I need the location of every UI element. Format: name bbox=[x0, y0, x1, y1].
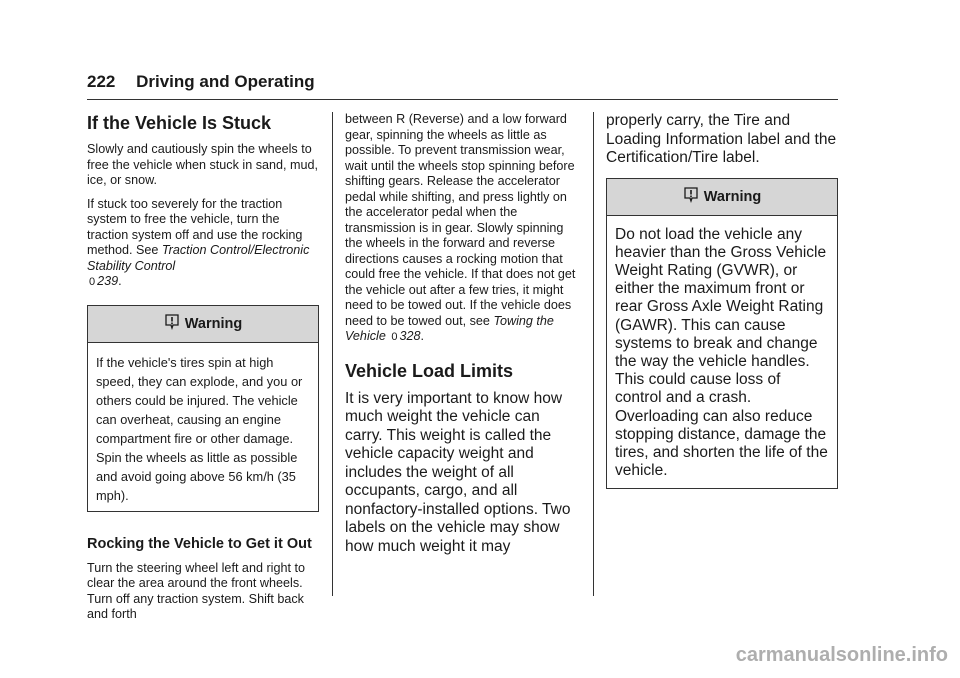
warning-icon bbox=[164, 314, 180, 334]
column-divider bbox=[593, 112, 594, 596]
paragraph: Turn the steering wheel left and right to clear the area around the front wheels. Turn off any traction system. Shift back and forth bbox=[87, 560, 305, 621]
warning-icon bbox=[683, 187, 699, 207]
page-ref-icon: 0 bbox=[89, 276, 96, 288]
punctuation: . bbox=[118, 274, 122, 288]
paragraph: It is very important to know how much weight the vehicle can carry. This weight is called the vehicle capacity weight and includes the weight of all occupants, cargo, and all nonfactory-installed options. Two labels on the vehicle may show how much weight it may bbox=[345, 389, 571, 555]
paragraph bbox=[345, 112, 577, 346]
paragraph-text: between R (Reverse) and a low forward gear, spinning the wheels as little as possible. To prevent transmission wear, wait until the wheels stop spinning before shifting gears. Release the accelerator pedal while shifting, and press lightly on the accelerator pedal when the transmission is in gear. Slowly spinning the wheels in the forward and reverse directions causes a rocking motion that could free the vehicle. If that does not get the vehicle out after a few tries, it might need to be towed out. If the vehicle does need to be towed out, see bbox=[345, 112, 576, 328]
warning-label: Warning bbox=[703, 188, 762, 205]
subheading-rocking: Rocking the Vehicle to Get it Out bbox=[87, 535, 312, 552]
column-1 bbox=[87, 112, 319, 631]
cross-reference-link[interactable]: Towing the Vehicle bbox=[345, 313, 554, 343]
paragraph: Slowly and cautiously spin the wheels to free the vehicle when stuck in sand, mud, ice, or snow. bbox=[87, 142, 319, 187]
watermark: carmanualsonline.info bbox=[735, 644, 948, 666]
warning-header bbox=[607, 179, 837, 216]
column-3 bbox=[606, 112, 838, 513]
page-number: 222 bbox=[87, 72, 116, 91]
cross-reference-link[interactable]: Traction Control/Electronic Stability Control bbox=[87, 243, 310, 273]
punctuation: . bbox=[420, 329, 424, 343]
column-2 bbox=[345, 112, 577, 566]
page-ref-number[interactable]: 239 bbox=[97, 274, 119, 288]
warning-header bbox=[88, 306, 318, 343]
page-ref-number[interactable]: 328 bbox=[399, 329, 421, 343]
page-ref-icon: 0 bbox=[391, 331, 398, 343]
paragraph bbox=[87, 197, 319, 291]
section-title: Driving and Operating bbox=[136, 72, 315, 91]
paragraph: properly carry, the Tire and Loading Information label and the Certification/Tire label. bbox=[606, 112, 837, 166]
warning-box bbox=[87, 305, 319, 512]
warning-box bbox=[606, 178, 838, 490]
page-header bbox=[87, 71, 838, 100]
warning-text: If the vehicle's tires spin at high speed, they can explode, and you or others could be injured. The vehicle can overheat, causing an engine compartment fire or other damage. Spin the wheels as little as possible and avoid going above 56 km/h (35 mph). bbox=[96, 354, 303, 503]
column-divider bbox=[332, 112, 333, 596]
warning-text: Do not load the vehicle any heavier than the Gross Vehicle Weight Rating (GVWR), or either the maximum front or rear Gross Axle Weight Rating (GAWR). This can cause systems to break and change the way the vehicle handles. This could cause loss of control and a crash. Overloading can also reduce stopping distance, damage the tires, and shorten the life of the vehicle. bbox=[615, 225, 828, 480]
section-heading-stuck: If the Vehicle Is Stuck bbox=[87, 113, 272, 133]
paragraph-text: If stuck too severely for the traction system to free the vehicle, turn the traction system off and use the rocking method. See bbox=[87, 196, 303, 257]
section-heading-load-limits: Vehicle Load Limits bbox=[345, 360, 514, 381]
warning-label: Warning bbox=[184, 315, 243, 332]
